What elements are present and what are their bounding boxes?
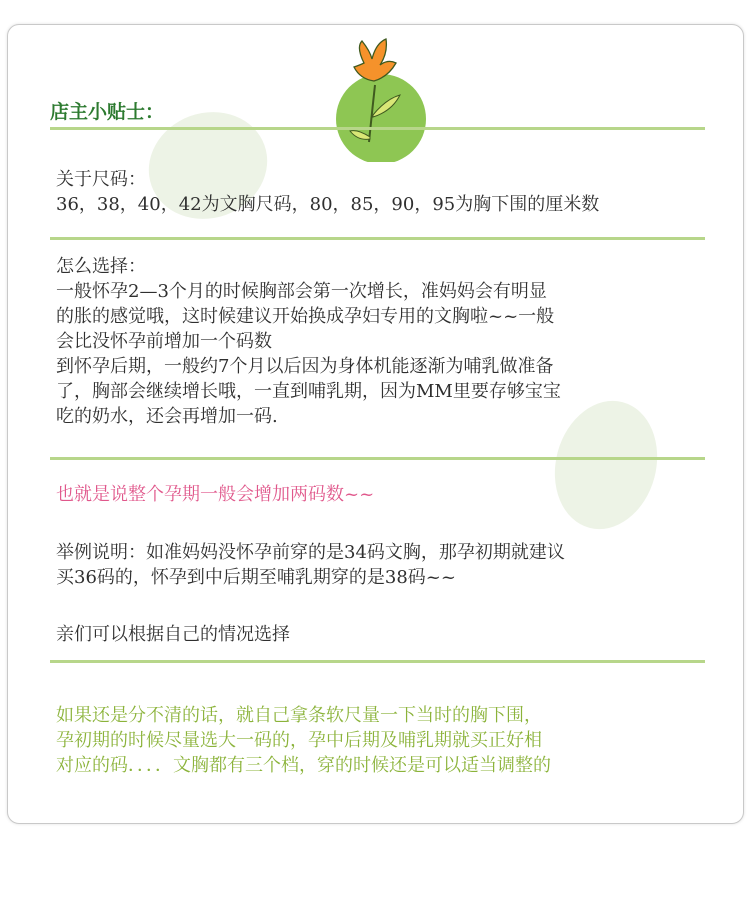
choose-line: 会比没怀孕前增加一个码数 <box>56 331 272 352</box>
tip-line: 如果还是分不清的话，就自己拿条软尺量一下当时的胸下围， <box>56 705 542 726</box>
example-line: 举例说明：如准妈妈没怀孕前穿的是34码文胸，那孕初期就建议 <box>56 542 565 563</box>
choose-line: 一般怀孕2—3个月的时候胸部会第一次增长，准妈妈会有明显 <box>56 281 547 302</box>
flower-petals-icon <box>354 39 396 81</box>
size-section <box>56 167 599 217</box>
summary-highlight: 也就是说整个孕期一般会增加两码数~~ <box>56 484 375 505</box>
choose-line: 吃的奶水，还会再增加一码. <box>56 406 278 427</box>
closing-text: 亲们可以根据自己的情况选择 <box>56 624 290 645</box>
choose-line: 到怀孕后期，一般约7个月以后因为身体机能逐渐为哺乳做准备 <box>56 356 554 377</box>
example-line: 买36码的，怀孕到中后期至哺乳期穿的是38码~~ <box>56 567 456 588</box>
divider-choose <box>50 457 705 460</box>
divider-size <box>50 237 705 240</box>
choose-line: 的胀的感觉哦，这时候建议开始换成孕妇专用的文胸啦~~一般 <box>56 306 555 327</box>
divider-summary <box>50 660 705 663</box>
choose-section <box>56 254 561 429</box>
size-heading: 关于尺码： <box>56 169 146 190</box>
tip-line: 孕初期的时候尽量选大一码的，孕中后期及哺乳期就买正好相 <box>56 730 542 751</box>
tips-card <box>7 24 744 824</box>
flower-illustration <box>326 37 426 162</box>
tip-section <box>56 703 551 778</box>
tip-line: 对应的码．．．．文胸都有三个档，穿的时候还是可以适当调整的 <box>56 755 551 776</box>
divider-title <box>50 127 705 130</box>
leaf-circle-icon <box>336 74 426 162</box>
page-title: 店主小贴士： <box>50 101 165 123</box>
choose-heading: 怎么选择： <box>56 256 146 277</box>
size-line: 36，38，40，42为文胸尺码，80，85，90，95为胸下围的厘米数 <box>56 194 600 215</box>
example-section <box>56 540 565 590</box>
choose-line: 了，胸部会继续增长哦，一直到哺乳期，因为MM里要存够宝宝 <box>56 381 561 402</box>
